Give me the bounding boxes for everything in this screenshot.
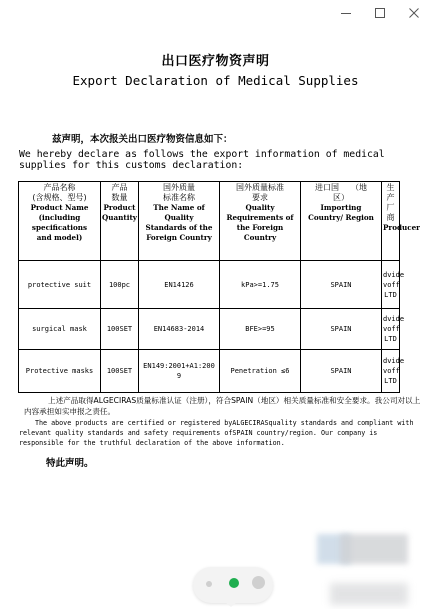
- blurred-region: [330, 583, 408, 605]
- header-product-en: Product Name (including specifications and model): [30, 203, 89, 242]
- cell-country: SPAIN: [301, 309, 382, 350]
- blurred-region: [340, 534, 408, 564]
- cell-standard: EN14126: [139, 261, 220, 309]
- header-country-en: Importing Country/ Region: [308, 203, 374, 222]
- table-row: [19, 309, 400, 350]
- table-header-row: [19, 182, 400, 261]
- cell-quantity: 100pc: [101, 261, 139, 309]
- cell-product: surgical mask: [19, 309, 101, 350]
- intro-text-cn: 兹声明，本次报关出口医疗物资信息如下：: [52, 134, 233, 145]
- closing-statement: 特此声明。: [46, 458, 94, 469]
- close-icon[interactable]: [397, 0, 431, 26]
- table-row: [19, 350, 400, 393]
- header-country-cn: 进口国 （地 区）: [315, 183, 367, 202]
- cell-country: SPAIN: [301, 350, 382, 393]
- cell-product: Protective masks: [19, 350, 101, 393]
- header-product: [19, 182, 101, 261]
- page-dot-2-active[interactable]: [229, 578, 239, 588]
- cell-producer: dvide voff LTD: [382, 350, 400, 393]
- cell-quantity: 100SET: [101, 350, 139, 393]
- compliance-note-cn: 上述产品取得ALGECIRAS质量标准认证（注册），符合SPAIN（地区）相关质量标准和安全要求。我公司对以上内容承担如实申报之责任。: [24, 396, 421, 416]
- page-indicator-tail: [225, 602, 237, 607]
- page-indicator: [193, 567, 273, 603]
- header-country: [301, 182, 382, 261]
- header-standard-en: The Name of Quality Standards of the Foreign Country: [145, 203, 213, 242]
- cell-product: protective suit: [19, 261, 101, 309]
- header-producer-en: Producer: [383, 223, 420, 232]
- header-standard: [139, 182, 220, 261]
- cell-producer: dvide voff LTD: [382, 309, 400, 350]
- maximize-icon[interactable]: [363, 0, 397, 26]
- document-title-cn: 出口医疗物资声明: [161, 54, 270, 69]
- minimize-icon[interactable]: [329, 0, 363, 26]
- cell-producer: dvide voff LTD: [382, 261, 400, 309]
- header-standard-cn: 国外质量 标准名称: [163, 183, 195, 202]
- cell-country: SPAIN: [301, 261, 382, 309]
- header-producer: [382, 182, 420, 261]
- header-quantity: [101, 182, 139, 261]
- header-quantity-cn: 产品 数量: [111, 183, 128, 202]
- header-requirement: [220, 182, 301, 261]
- goods-table: [18, 181, 420, 393]
- table-row: [19, 261, 400, 309]
- cell-quantity: 100SET: [101, 309, 139, 350]
- intro-text-en: We hereby declare as follows the export information of medical supplies for this customs declaration:: [19, 149, 385, 171]
- window-controls: [329, 0, 431, 26]
- cell-requirement: Penetration ≤6: [220, 350, 301, 393]
- cell-requirement: kPa>=1.75: [220, 261, 301, 309]
- header-producer-cn: 生产 厂商: [386, 183, 395, 222]
- cell-standard: EN149:2001+A1:200 9: [139, 350, 220, 393]
- header-quantity-en: Product Quantity: [102, 203, 137, 222]
- header-requirement-en: Quality Requirements of the Foreign Country: [226, 203, 294, 242]
- header-requirement-cn: 国外质量标准 要求: [236, 183, 284, 202]
- cell-standard: EN14683-2014: [139, 309, 220, 350]
- document-title-en: Export Declaration of Medical Supplies: [72, 73, 359, 88]
- compliance-note-en: The above products are certified or registered byALGECIRASquality standards and compliant with relevant quality standards and safety requirements ofSPAIN country/region. Our company is responsible for the truthful declaration of the above information.: [19, 419, 414, 447]
- cell-requirement: BFE>=95: [220, 309, 301, 350]
- header-product-cn: 产品名称 (含规格、型号): [32, 183, 87, 202]
- page-dot-1[interactable]: [206, 581, 212, 587]
- page-dot-3[interactable]: [252, 576, 265, 589]
